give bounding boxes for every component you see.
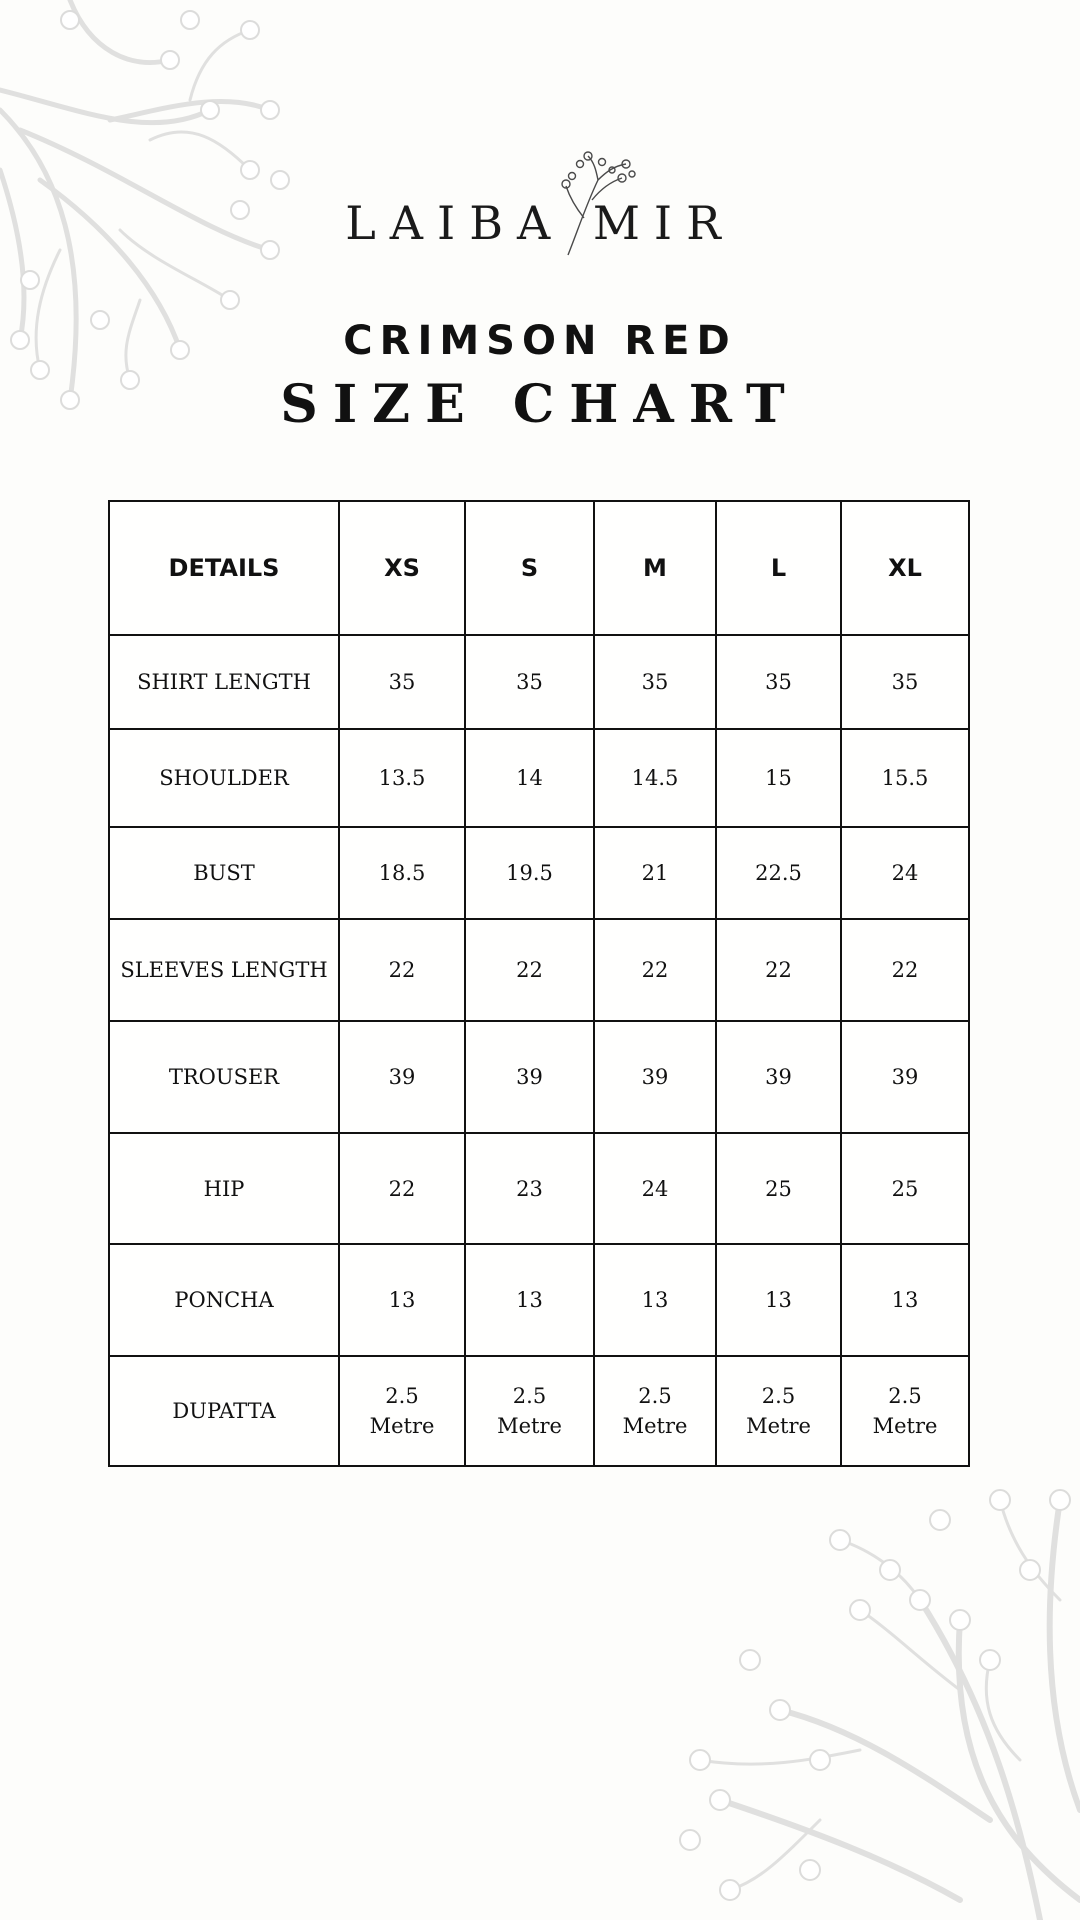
table-cell: 24 <box>841 827 969 919</box>
table-cell: 22 <box>716 919 841 1021</box>
table-row <box>109 635 969 729</box>
cell-line: 2.5 <box>761 1384 796 1408</box>
table-cell: 39 <box>465 1021 594 1133</box>
cell-line: Metre <box>746 1414 811 1438</box>
table-cell: 13.5 <box>339 729 465 827</box>
table-cell: 13 <box>594 1244 716 1356</box>
table-row <box>109 1244 969 1356</box>
table-cell: 13 <box>841 1244 969 1356</box>
table-cell: 24 <box>594 1133 716 1244</box>
table-row <box>109 919 969 1021</box>
row-label: TROUSER <box>109 1021 339 1133</box>
table-row <box>109 827 969 919</box>
table-cell: 13 <box>465 1244 594 1356</box>
table-cell <box>841 1356 969 1466</box>
cell-line: Metre <box>497 1414 562 1438</box>
row-label: DUPATTA <box>109 1356 339 1466</box>
table-cell <box>465 1356 594 1466</box>
table-cell: 15 <box>716 729 841 827</box>
table-cell: 19.5 <box>465 827 594 919</box>
column-header: S <box>465 501 594 635</box>
table-cell <box>339 1356 465 1466</box>
row-label: SHIRT LENGTH <box>109 635 339 729</box>
floral-decoration-bottom-right-icon <box>660 1460 1080 1920</box>
table-row <box>109 1133 969 1244</box>
cell-line: Metre <box>369 1414 435 1438</box>
table-row <box>109 1356 969 1466</box>
product-name: CRIMSON RED <box>343 318 737 364</box>
page-title: SIZE CHART <box>280 374 800 435</box>
table-cell: 35 <box>841 635 969 729</box>
table-cell: 18.5 <box>339 827 465 919</box>
table-cell: 22.5 <box>716 827 841 919</box>
table-header-row <box>109 501 969 635</box>
table-row <box>109 1021 969 1133</box>
table-cell: 39 <box>594 1021 716 1133</box>
table-cell: 23 <box>465 1133 594 1244</box>
table-cell: 39 <box>841 1021 969 1133</box>
cell-line: 2.5 <box>888 1384 922 1408</box>
column-header: DETAILS <box>109 501 339 635</box>
table-row <box>109 729 969 827</box>
cell-line: 2.5 <box>385 1384 419 1408</box>
column-header: XL <box>841 501 969 635</box>
table-cell <box>594 1356 716 1466</box>
table-cell: 35 <box>716 635 841 729</box>
table-cell <box>716 1356 841 1466</box>
table-cell: 22 <box>465 919 594 1021</box>
row-label: SHOULDER <box>109 729 339 827</box>
column-header: M <box>594 501 716 635</box>
table-cell: 35 <box>465 635 594 729</box>
row-label: BUST <box>109 827 339 919</box>
table-cell: 22 <box>594 919 716 1021</box>
row-label: SLEEVES LENGTH <box>109 919 339 1021</box>
table-cell: 25 <box>841 1133 969 1244</box>
table-cell: 22 <box>339 919 465 1021</box>
table-cell: 14.5 <box>594 729 716 827</box>
cell-line: Metre <box>872 1414 938 1438</box>
column-header: L <box>716 501 841 635</box>
row-label: HIP <box>109 1133 339 1244</box>
cell-line: 2.5 <box>512 1384 547 1408</box>
column-header: XS <box>339 501 465 635</box>
table-cell: 13 <box>716 1244 841 1356</box>
table-cell: 21 <box>594 827 716 919</box>
brand-name: LAIBA MIR <box>345 196 735 250</box>
cell-line: 2.5 <box>638 1384 672 1408</box>
size-chart-table <box>108 500 970 1467</box>
cell-line: Metre <box>622 1414 688 1438</box>
table-cell: 22 <box>841 919 969 1021</box>
table-cell: 35 <box>594 635 716 729</box>
table-cell: 15.5 <box>841 729 969 827</box>
table-cell: 13 <box>339 1244 465 1356</box>
table-cell: 35 <box>339 635 465 729</box>
table-cell: 22 <box>339 1133 465 1244</box>
table-cell: 39 <box>716 1021 841 1133</box>
table-cell: 25 <box>716 1133 841 1244</box>
row-label: PONCHA <box>109 1244 339 1356</box>
brand-logo <box>0 150 1080 270</box>
table-cell: 14 <box>465 729 594 827</box>
table-cell: 39 <box>339 1021 465 1133</box>
